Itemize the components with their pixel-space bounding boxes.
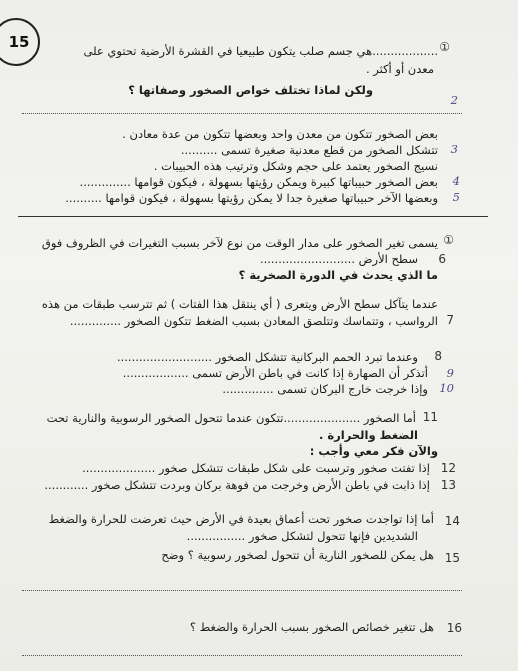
fact-texture: نسيج الصخور يعتمد على حجم وشكل وترتيب هذه الحبيبات . [153,159,438,173]
question-13-text: إذا ذابت في باطن الأرض وخرجت من فوهة بركان وبردت تتشكل صخور ............ [44,478,430,492]
question-1-line-2: معدن أو أكثر . [365,62,434,76]
question-2-text: ولكن لماذا تختلف خواص الصخور وصفاتها ؟ [128,83,373,97]
question-3-text: تتشكل الصخور من قطع معدنية صغيرة تسمى .......... [180,143,438,157]
answer-line-q16 [22,655,462,656]
question-7-line-1: عندما يتآكل سطح الأرض ويتعرى ( أي ينتقل هذا الفتات ) ثم تترسب طبقات من هذه [41,297,438,311]
question-15-number: 15 [444,551,460,565]
question-16-text: هل تتغير خصائص الصخور بسبب الحرارة والضغط ؟ [189,620,434,634]
question-14-number: 14 [444,514,460,528]
question-4-text: بعض الصخور حبيباتها كبيرة ويمكن رؤيتها بسهولة ، فيكون قوامها .............. [79,175,438,189]
question-9-number: 9 [446,366,454,380]
question-1-line-1: ..................هي جسم صلب يتكون طبيعيا في القشرة الأرضية تحتوي على [83,44,438,58]
question-9-text: أتذكر أن الصهارة إذا كانت في باطن الأرض تسمى .................. [122,366,428,380]
question-11-line-2: الضغط والحرارة . [319,428,418,442]
question-14-line-2: الشديدين فإنها تتحول لتشكل صخور ................ [186,529,418,543]
question-3-number: 3 [450,142,458,156]
question-6-line-2: سطح الأرض .......................... [259,252,418,266]
question-12-number: 12 [440,461,456,475]
think-and-answer: والآن فكر معي وأجب : [309,444,438,458]
question-6-number: 6 [438,252,446,266]
question-7-line-2: الرواسب ، وتتماسك وتتلصق المعادن بسبب الضغط تتكون الصخور .............. [69,314,438,328]
question-2-number: 2 [450,93,458,107]
answer-line-q2 [22,113,462,114]
question-6-line-1: يسمى تغير الصخور على مدار الوقت من نوع لآخر بسبب التغيرات في الظروف فوق [41,236,438,250]
question-11-line-1: أما الصخور .....................تتكون عندما تتحول الصخور الرسوبية والنارية تحت [46,411,416,425]
fact-minerals: بعض الصخور تتكون من معدن واحد وبعضها تتكون من عدة معادن . [122,127,438,141]
question-12-text: إذا تفتت صخور وترسبت على شكل طبقات تتشكل صخور .................... [82,461,430,475]
answer-line-q15 [22,590,462,591]
question-4-number: 4 [452,174,460,188]
question-1-number: ① [439,40,450,54]
question-8-number: 8 [434,349,442,363]
question-15-text: هل يمكن للصخور النارية أن تتحول لصخور رسوبية ؟ وضح [161,548,434,562]
question-5-text: وبعضها الآخر حبيباتها صغيرة جدا لا يمكن رؤيتها بسهولة ، فيكون قوامها .......... [65,191,438,205]
question-10-text: وإذا خرجت خارج البركان تسمى .............. [222,382,428,396]
question-13-number: 13 [440,478,456,492]
question-11-number: 11 [422,410,438,424]
question-7-number: 7 [446,313,454,327]
question-10-number: 10 [439,381,454,395]
page-number-badge: 15 [0,18,40,66]
section-divider [18,216,488,217]
question-5-number: 5 [452,190,460,204]
question-6-marker: ① [443,233,454,247]
question-14-line-1: أما إذا تواجدت صخور تحت أعماق بعيدة في الأرض حيث تعرضت للحرارة والضغط [48,512,434,526]
rock-cycle-question: ما الذي يحدث في الدورة الصخرية ؟ [238,268,438,282]
question-16-number: 16 [446,621,462,635]
question-8-text: وعندما تبرد الحمم البركانية تتشكل الصخور .......................... [116,350,418,364]
